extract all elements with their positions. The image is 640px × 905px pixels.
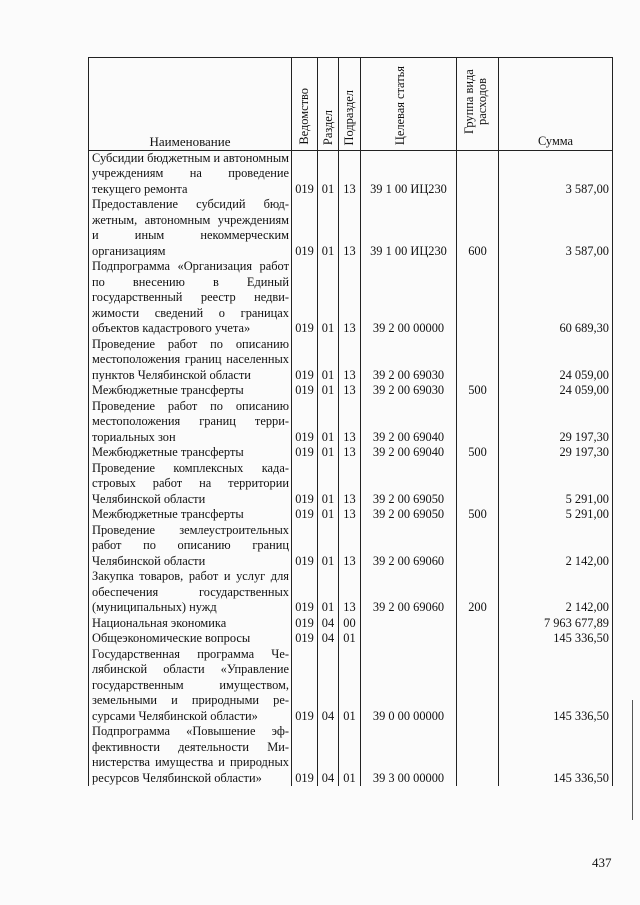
row-podrazdel: 13 (339, 399, 361, 446)
row-summa: 145 336,50 (499, 631, 613, 647)
row-vedomstvo: 019 (292, 337, 318, 384)
row-celevaya-statya: 39 2 00 69040 (361, 445, 457, 461)
row-gruppa: 500 (457, 507, 499, 523)
row-name: Проведение комплексных кадастровых работ на территории Челябинской области (89, 461, 292, 508)
row-vedomstvo: 019 (292, 197, 318, 259)
row-vedomstvo: 019 (292, 461, 318, 508)
row-name: Подпрограмма «Организация работ по внесению в Единый государственный реестр недвижимости сведений о границах объектов кадастрового учета» (89, 259, 292, 337)
row-razdel: 01 (318, 461, 339, 508)
row-celevaya-statya: 39 1 00 ИЦ230 (361, 150, 457, 197)
table-row (89, 523, 613, 570)
row-razdel: 04 (318, 647, 339, 725)
row-celevaya-statya: 39 2 00 69040 (361, 399, 457, 446)
row-summa: 5 291,00 (499, 507, 613, 523)
table-row (89, 259, 613, 337)
row-celevaya-statya (361, 631, 457, 647)
row-gruppa: 500 (457, 383, 499, 399)
row-podrazdel: 13 (339, 445, 361, 461)
row-podrazdel: 13 (339, 461, 361, 508)
row-celevaya-statya: 39 2 00 69060 (361, 523, 457, 570)
row-summa: 3 587,00 (499, 197, 613, 259)
row-gruppa (457, 399, 499, 446)
row-name: Субсидии бюджетным и автономным учреждениям на проведение текущего ремонта (89, 150, 292, 197)
row-gruppa (457, 337, 499, 384)
table-row (89, 337, 613, 384)
row-gruppa (457, 150, 499, 197)
row-podrazdel: 01 (339, 647, 361, 725)
row-podrazdel: 01 (339, 631, 361, 647)
header-vedomstvo: Ведомство (297, 88, 311, 145)
row-celevaya-statya: 39 2 00 69050 (361, 461, 457, 508)
scan-edge-line (632, 700, 633, 820)
row-vedomstvo: 019 (292, 399, 318, 446)
row-name: Общеэкономические вопросы (89, 631, 292, 647)
row-summa: 3 587,00 (499, 150, 613, 197)
row-razdel: 04 (318, 616, 339, 632)
row-name: Предоставление субсидий бюджетным, автономным учреждениям и иным некоммерческим организациям (89, 197, 292, 259)
row-gruppa: 500 (457, 445, 499, 461)
table-row (89, 631, 613, 647)
budget-table (88, 57, 613, 786)
row-razdel: 01 (318, 383, 339, 399)
row-summa: 145 336,50 (499, 724, 613, 786)
row-celevaya-statya: 39 1 00 ИЦ230 (361, 197, 457, 259)
header-celevaya-statya: Целевая статья (392, 65, 407, 145)
row-podrazdel: 13 (339, 259, 361, 337)
row-summa: 29 197,30 (499, 399, 613, 446)
row-podrazdel: 13 (339, 337, 361, 384)
row-razdel: 01 (318, 445, 339, 461)
row-razdel: 01 (318, 197, 339, 259)
table-row (89, 507, 613, 523)
row-vedomstvo: 019 (292, 616, 318, 632)
table-row (89, 569, 613, 616)
table-header-row (89, 58, 613, 151)
row-gruppa: 200 (457, 569, 499, 616)
row-vedomstvo: 019 (292, 647, 318, 725)
row-gruppa (457, 523, 499, 570)
row-podrazdel: 13 (339, 507, 361, 523)
table-row (89, 445, 613, 461)
row-vedomstvo: 019 (292, 259, 318, 337)
row-vedomstvo: 019 (292, 150, 318, 197)
row-summa: 24 059,00 (499, 337, 613, 384)
row-celevaya-statya: 39 3 00 00000 (361, 724, 457, 786)
row-celevaya-statya: 39 2 00 00000 (361, 259, 457, 337)
row-summa: 5 291,00 (499, 461, 613, 508)
row-razdel: 01 (318, 523, 339, 570)
row-gruppa (457, 631, 499, 647)
table-row (89, 197, 613, 259)
row-celevaya-statya: 39 2 00 69050 (361, 507, 457, 523)
row-vedomstvo: 019 (292, 507, 318, 523)
row-summa: 2 142,00 (499, 569, 613, 616)
table-row (89, 647, 613, 725)
row-vedomstvo: 019 (292, 724, 318, 786)
row-name: Межбюджетные трансферты (89, 445, 292, 461)
row-name: Проведение работ по описанию местоположения границ территориальных зон (89, 399, 292, 446)
row-gruppa (457, 461, 499, 508)
row-summa: 60 689,30 (499, 259, 613, 337)
row-vedomstvo: 019 (292, 383, 318, 399)
row-vedomstvo: 019 (292, 445, 318, 461)
row-celevaya-statya: 39 2 00 69030 (361, 383, 457, 399)
table-row (89, 724, 613, 786)
header-name: Наименование (89, 58, 292, 151)
row-name: Национальная экономика (89, 616, 292, 632)
row-summa: 29 197,30 (499, 445, 613, 461)
table-row (89, 616, 613, 632)
row-vedomstvo: 019 (292, 523, 318, 570)
row-podrazdel: 13 (339, 383, 361, 399)
table-row (89, 383, 613, 399)
row-razdel: 01 (318, 150, 339, 197)
header-podrazdel: Подраздел (342, 89, 356, 145)
row-gruppa (457, 724, 499, 786)
header-gruppa-cell (457, 58, 499, 151)
row-podrazdel: 01 (339, 724, 361, 786)
row-razdel: 04 (318, 631, 339, 647)
row-celevaya-statya (361, 616, 457, 632)
row-razdel: 01 (318, 259, 339, 337)
row-gruppa (457, 616, 499, 632)
row-podrazdel: 00 (339, 616, 361, 632)
row-podrazdel: 13 (339, 197, 361, 259)
header-celevaya-cell (361, 58, 457, 151)
row-name: Проведение землеустроительных работ по описанию границ Челябинской области (89, 523, 292, 570)
header-summa: Сумма (499, 58, 613, 151)
row-vedomstvo: 019 (292, 631, 318, 647)
row-podrazdel: 13 (339, 523, 361, 570)
row-name: Межбюджетные трансферты (89, 383, 292, 399)
row-celevaya-statya: 39 2 00 69030 (361, 337, 457, 384)
row-celevaya-statya: 39 2 00 69060 (361, 569, 457, 616)
row-name: Подпрограмма «Повышение эффективности деятельности Министерства имущества и природных ресурсов Челябинской области» (89, 724, 292, 786)
header-razdel: Раздел (320, 109, 335, 145)
row-summa: 145 336,50 (499, 647, 613, 725)
table-body (89, 150, 613, 786)
row-razdel: 01 (318, 507, 339, 523)
row-razdel: 01 (318, 569, 339, 616)
row-gruppa: 600 (457, 197, 499, 259)
row-razdel: 01 (318, 399, 339, 446)
row-gruppa (457, 647, 499, 725)
row-gruppa (457, 259, 499, 337)
row-razdel: 04 (318, 724, 339, 786)
row-name: Государственная программа Челябинской области «Управление государственным имуществом, земельными и природными ресурсами Челябинской области» (89, 647, 292, 725)
header-gruppa-vida-raskhodov: Группа вида расходов (461, 69, 489, 134)
page-number: 437 (592, 855, 612, 870)
table-row (89, 461, 613, 508)
row-podrazdel: 13 (339, 150, 361, 197)
row-name: Межбюджетные трансферты (89, 507, 292, 523)
row-podrazdel: 13 (339, 569, 361, 616)
table-row (89, 399, 613, 446)
header-podrazdel-cell (339, 58, 361, 151)
row-razdel: 01 (318, 337, 339, 384)
row-vedomstvo: 019 (292, 569, 318, 616)
header-razdel-cell (318, 58, 339, 151)
row-summa: 24 059,00 (499, 383, 613, 399)
row-name: Проведение работ по описанию местоположения границ населенных пунктов Челябинской области (89, 337, 292, 384)
row-celevaya-statya: 39 0 00 00000 (361, 647, 457, 725)
row-name: Закупка товаров, работ и услуг для обеспечения государственных (муниципальных) нужд (89, 569, 292, 616)
table-row (89, 150, 613, 197)
row-summa: 7 963 677,89 (499, 616, 613, 632)
row-summa: 2 142,00 (499, 523, 613, 570)
header-vedomstvo-cell (292, 58, 318, 151)
